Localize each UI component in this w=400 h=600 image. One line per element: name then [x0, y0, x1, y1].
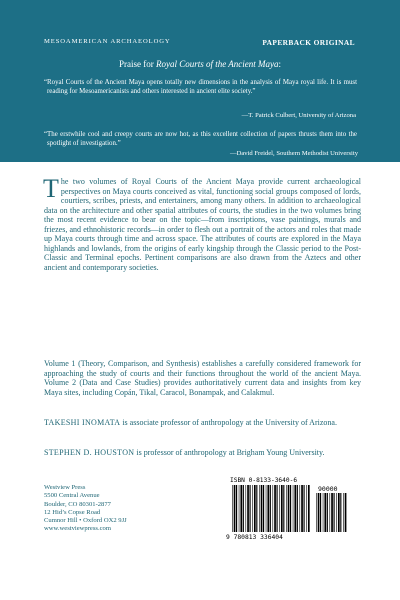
barcode-bar [293, 485, 294, 532]
publisher-address-line: 5500 Central Avenue [44, 492, 100, 500]
barcode-bar [345, 493, 347, 532]
publisher-name: Westview Press [44, 484, 86, 491]
barcode-digits [226, 534, 350, 541]
author-bio-1 [44, 418, 361, 428]
review-quote-1: “Royal Courts of the Ancient Maya opens totally new dimensions in the analysis of Maya royal life. It is must reading for Mesoamericanists and others interested in ancient elite society.” [44, 79, 357, 96]
ean-number: 9 780813 336404 [226, 534, 283, 541]
barcode-bar [320, 493, 321, 532]
barcode-bar [316, 493, 317, 532]
author-bio: is associate professor of anthropology at the University of Arizona. [120, 418, 337, 427]
barcode-bar [323, 493, 324, 532]
barcode-bar [250, 485, 251, 532]
barcode-bar [283, 485, 284, 532]
barcode-bar [300, 485, 301, 532]
barcode-bar [277, 485, 278, 532]
publisher-info [44, 484, 127, 534]
barcode-bar [308, 485, 310, 532]
barcode-bar [254, 485, 256, 532]
barcode-image [230, 485, 348, 535]
barcode-bar [327, 493, 328, 532]
barcode-bar [288, 485, 290, 532]
publisher-address-line: Cumnor Hill • Oxford OX2 9JJ [44, 517, 127, 525]
praise-suffix: : [278, 59, 282, 69]
barcode-bar [240, 485, 242, 532]
barcode-bar [324, 493, 326, 532]
description-text: he two volumes of Royal Courts of the Ancient Maya provide current archaeological perspectives on Maya courts conceived as vital, functioning social groups composed of lords, courtiers, scribes, priests, and entertainers, among many others. In addition to archaeological data on the architecture and other spatial attributes of courts, the studies in the two volumes bring the most recent evidence to bear on the topic—from inscriptions, vase paintings, murals and friezes, and ethnohistoric records—in order to flesh out a portrait of the actors and roles that made up Maya courts through time and across space. The attributes of courts are explored in the Maya highlands and lowlands, from the origins of early kingship through the Classic period to the Post-Classic and Terminal epochs. Pertinent comparisons are also drawn from the Aztecs and other ancient and contemporary societies. [44, 177, 361, 272]
book-description [43, 174, 361, 272]
series-name: MESOAMERICAN ARCHAEOLOGY [44, 38, 171, 45]
drop-cap: T [43, 174, 59, 203]
barcode-bar [297, 485, 298, 532]
praise-heading [0, 59, 400, 69]
barcode-bar [259, 485, 260, 532]
barcode-bar [274, 485, 276, 532]
barcode-bar [290, 485, 291, 532]
review-attribution-1: —T. Patrick Culbert, University of Arizona [241, 112, 356, 119]
author-name: STEPHEN D. HOUSTON [44, 448, 135, 457]
barcode-bar [246, 485, 247, 532]
isbn-label: ISBN 0-8133-3640-6 [230, 477, 298, 484]
volumes-summary: Volume 1 (Theory, Comparison, and Synthesis) establishes a carefully considered framework for approaching the study of courts and their functions throughout the world of the ancient Maya. Volume 2 (Data and Case Studies) provides authoritatively current data and insights from key Maya sites, including Copán, Tikal, Caracol, Bonampak, and Calakmul. [44, 359, 361, 397]
barcode-bar [243, 485, 244, 532]
barcode-bar [340, 493, 341, 532]
review-quote-2: “The erstwhile cool and creepy courts are now hot, as this excellent collection of papers thrusts them into the spotlight of investigation.” [44, 131, 357, 148]
barcode-bar [330, 493, 331, 532]
author-bio-2 [44, 448, 361, 458]
barcode-bar [263, 485, 264, 532]
review-attribution-2: —David Freidel, Southern Methodist University [229, 150, 358, 157]
barcode-bar [331, 493, 333, 532]
barcode-bar [304, 485, 305, 532]
barcode-bar [236, 485, 237, 532]
barcode-bar [281, 485, 283, 532]
publisher-address-line: Boulder, CO 80301-2877 [44, 500, 111, 508]
author-bio: is professor of anthropology at Brigham Young University. [134, 448, 325, 457]
barcode-bar [273, 485, 274, 532]
barcode-bar [343, 493, 344, 532]
price-code: 90000 [318, 485, 338, 493]
praise-panel [0, 0, 400, 162]
praise-title: Royal Courts of the Ancient Maya [155, 59, 279, 69]
barcode-bar [301, 485, 303, 532]
barcode-bar [286, 485, 287, 532]
barcode-bar [232, 485, 233, 532]
barcode-bar [334, 493, 335, 532]
barcode-bar [256, 485, 257, 532]
barcode-bar [270, 485, 271, 532]
praise-prefix: Praise for [118, 59, 156, 69]
barcode-bar [279, 485, 280, 532]
barcode-bar [318, 493, 320, 532]
barcode-bar [266, 485, 267, 532]
barcode-bar [294, 485, 296, 532]
barcode-bar [306, 485, 307, 532]
barcode-bar [261, 485, 263, 532]
barcode-bar [234, 485, 236, 532]
barcode-bar [252, 485, 253, 532]
barcode-bar [247, 485, 249, 532]
barcode-bar [336, 493, 337, 532]
barcode-bar [338, 493, 340, 532]
publisher-address-line: 12 Hid’s Copse Road [44, 508, 101, 516]
publisher-website: www.westviewpress.com [44, 525, 111, 533]
edition-badge: PAPERBACK ORIGINAL [262, 38, 355, 47]
barcode-bar [267, 485, 269, 532]
barcode-bar [239, 485, 240, 532]
author-name: TAKESHI INOMATA [44, 418, 121, 427]
